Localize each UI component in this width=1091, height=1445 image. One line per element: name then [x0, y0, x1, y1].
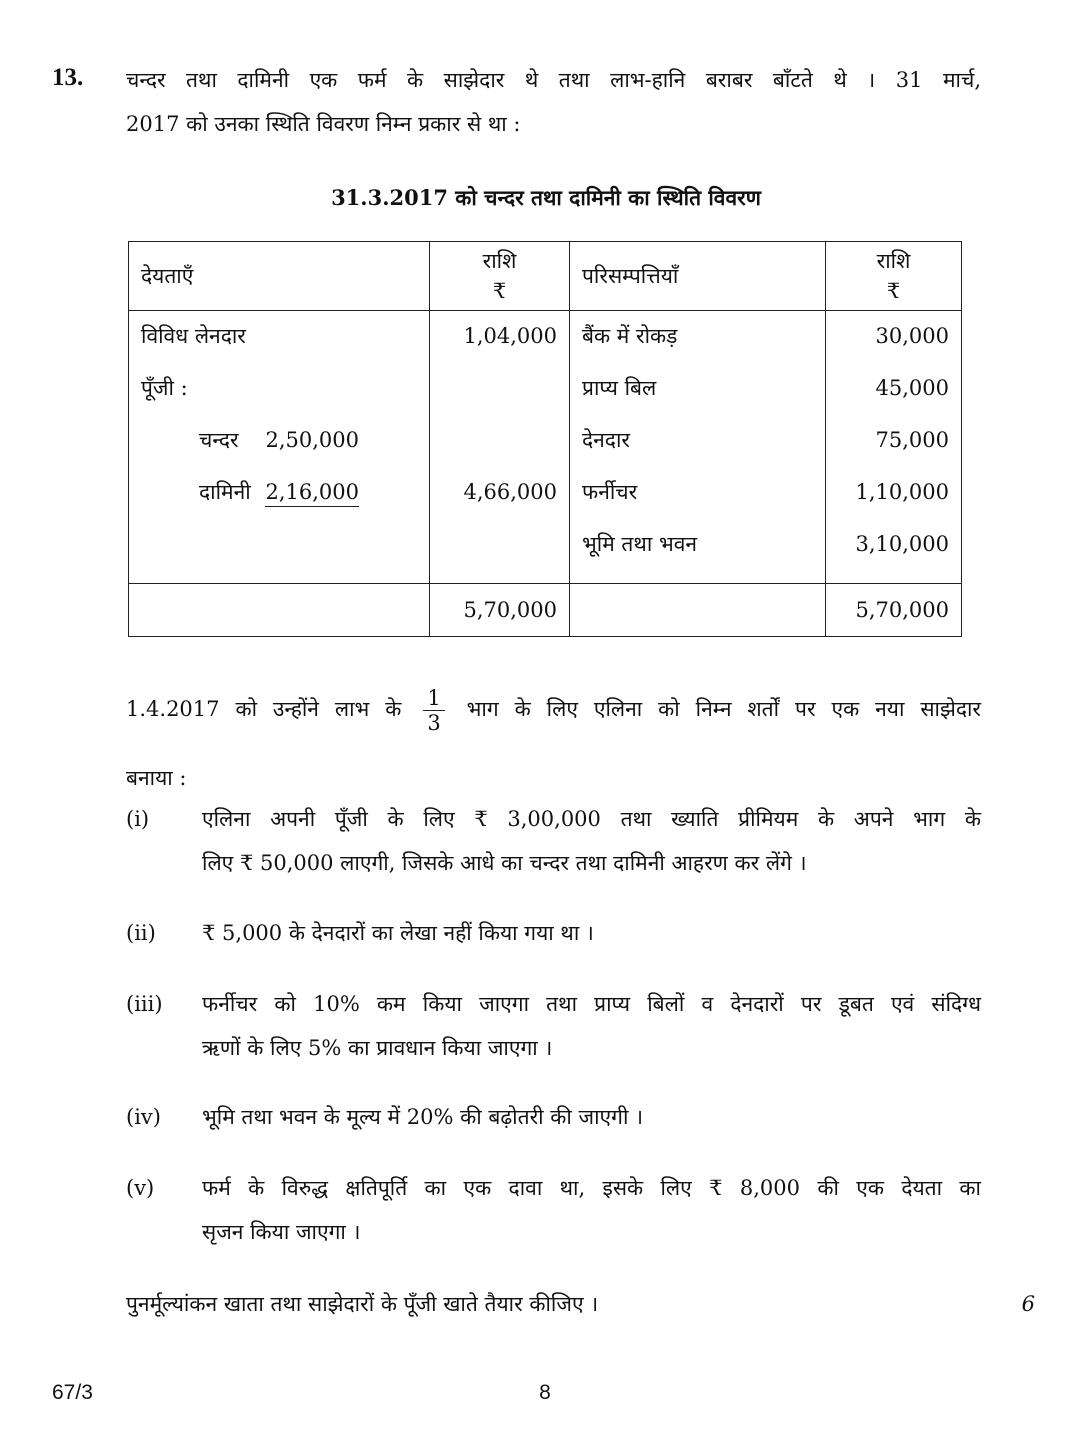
- balance-sheet-table: [128, 241, 962, 637]
- condition-text: भूमि तथा भवन के मूल्य में 20% की बढ़ोतरी की जाएगी ।: [202, 1105, 644, 1129]
- assets-column: [570, 311, 826, 584]
- balance-sheet-title: 31.3.2017 को चन्दर तथा दामिनी का स्थिति विवरण: [331, 185, 761, 210]
- assets-amount-column: [826, 311, 962, 584]
- asset-name: प्राप्य बिल: [582, 376, 657, 400]
- condition-text: सृजन किया जाएगा ।: [202, 1220, 361, 1244]
- amount-header-right: राशि ₹: [826, 242, 962, 311]
- condition-label: (ii): [126, 921, 156, 945]
- liabilities-header: देयताएँ: [129, 242, 430, 311]
- profit-share-fraction: $\frac{1}{3}$: [423, 686, 444, 735]
- condition-text: ऋणों के लिए 5% का प्रावधान किया जाएगा ।: [202, 1036, 553, 1060]
- condition-label: (i): [126, 807, 150, 831]
- total-assets: 5,70,000: [826, 584, 962, 637]
- partner2-row: [141, 477, 417, 529]
- liabilities-amount-column: [430, 311, 570, 584]
- condition-text: फर्म के विरुद्ध क्षतिपूर्ति का एक दावा था, इसके लिए ₹ 8,000 की एक देयता का: [202, 1176, 981, 1200]
- asset-amount: 75,000: [875, 428, 949, 452]
- condition-item: [126, 911, 981, 955]
- partner1-row: [141, 425, 417, 477]
- total-liabilities: 5,70,000: [430, 584, 570, 637]
- table-total-row: [129, 584, 962, 637]
- asset-name: बैंक में रोकड़: [582, 324, 678, 348]
- page-number: 8: [539, 1381, 551, 1404]
- condition-item: [126, 982, 981, 1070]
- table-body-row: [129, 311, 962, 584]
- condition-item: [126, 1095, 981, 1139]
- capital-label: पूँजी :: [141, 376, 188, 400]
- asset-amount: 30,000: [875, 324, 949, 348]
- condition-text: फर्नीचर को 10% कम किया जाएगा तथा प्राप्य बिलों व देनदारों पर डूबत एवं संदिग्ध: [202, 992, 981, 1016]
- admission-line1: 1.4.2017 को उन्होंने लाभ के $\frac{1}{3}$ भाग के लिए एलिना को निम्न शर्तों पर एक नया साझेदार: [126, 686, 982, 735]
- partner2-capital: 2,16,000: [265, 480, 359, 507]
- question-number: 13.: [52, 64, 84, 91]
- asset-name: भूमि तथा भवन: [582, 532, 698, 556]
- question-intro-line1: चन्दर तथा दामिनी एक फर्म के साझेदार थे तथा लाभ-हानि बराबर बाँटते थे । 31 मार्च,: [126, 68, 981, 92]
- admission-line2: बनाया :: [126, 766, 187, 790]
- liabilities-column: [129, 311, 430, 584]
- condition-text: ₹ 5,000 के देनदारों का लेखा नहीं किया गया था ।: [202, 921, 594, 945]
- partner2-name: दामिनी: [199, 480, 251, 504]
- condition-item: [126, 1166, 981, 1254]
- creditors-amount: 1,04,000: [463, 324, 557, 348]
- paper-code: 67/3: [52, 1381, 93, 1404]
- asset-amount: 45,000: [875, 376, 949, 400]
- marks: 6: [1021, 1292, 1035, 1316]
- instruction: पुनर्मूल्यांकन खाता तथा साझेदारों के पूँजी खाते तैयार कीजिए ।: [126, 1292, 599, 1316]
- capital-total: 4,66,000: [463, 480, 557, 504]
- asset-name: देनदार: [582, 428, 630, 452]
- assets-header: परिसम्पत्तियाँ: [570, 242, 826, 311]
- asset-amount: 3,10,000: [855, 532, 949, 556]
- table-header-row: [129, 242, 962, 311]
- condition-item: [126, 797, 981, 885]
- asset-amount: 1,10,000: [855, 480, 949, 504]
- partner1-capital: 2,50,000: [265, 428, 359, 452]
- condition-label: (iv): [126, 1105, 161, 1129]
- partner1-name: चन्दर: [199, 428, 239, 452]
- condition-label: (iii): [126, 992, 163, 1016]
- question-intro-line2: 2017 को उनका स्थिति विवरण निम्न प्रकार से था :: [126, 112, 521, 136]
- asset-name: फर्नीचर: [582, 480, 638, 504]
- condition-text: एलिना अपनी पूँजी के लिए ₹ 3,00,000 तथा ख्याति प्रीमियम के अपने भाग के: [202, 807, 981, 831]
- condition-label: (v): [126, 1176, 155, 1200]
- amount-header-left: राशि ₹: [430, 242, 570, 311]
- creditors-label: विविध लेनदार: [141, 324, 246, 348]
- condition-text: लिए ₹ 50,000 लाएगी, जिसके आधे का चन्दर तथा दामिनी आहरण कर लेंगे ।: [202, 851, 807, 875]
